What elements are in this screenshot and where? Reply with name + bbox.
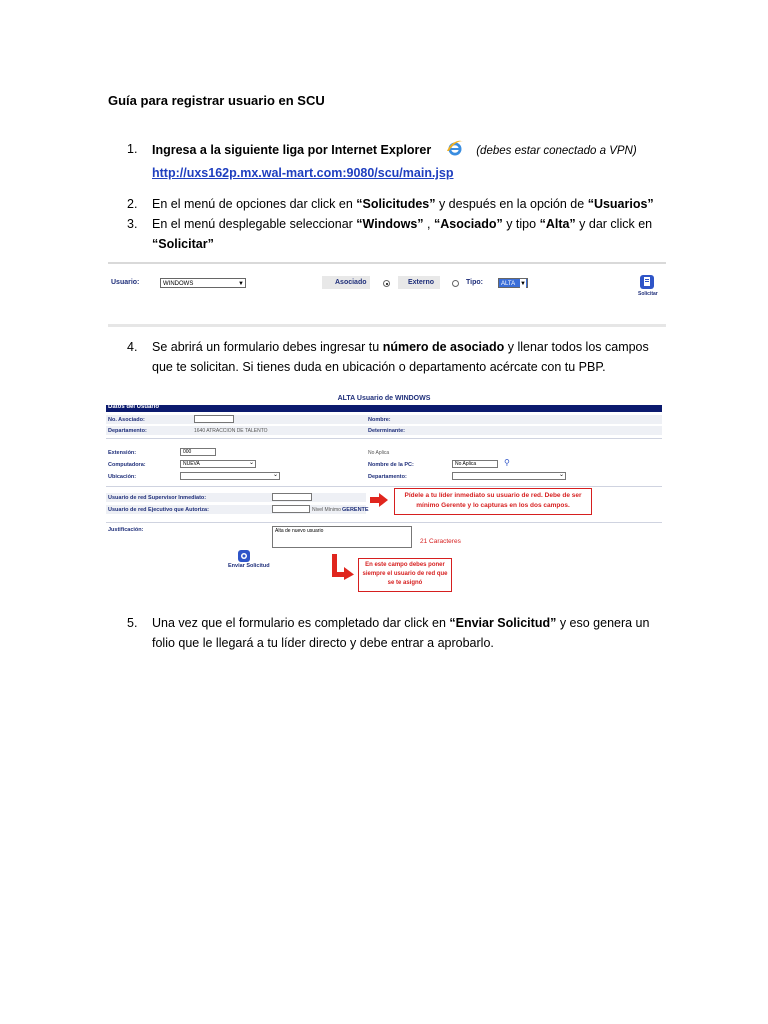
step-2-text-mid: y después en la opción de xyxy=(435,197,588,211)
step-1-text: Ingresa a la siguiente liga por Internet Explorer xyxy=(152,143,432,157)
step-2-text: En el menú de opciones dar click en xyxy=(152,197,357,211)
step-3-sep: , xyxy=(423,217,434,231)
justificacion-textarea[interactable] xyxy=(272,526,412,548)
ejecutivo-input[interactable] xyxy=(272,505,310,513)
justificacion-value: Alta de nuevo usuario xyxy=(275,528,324,534)
registration-form-screenshot xyxy=(106,390,662,600)
tipo-label: Tipo: xyxy=(466,279,483,286)
asociado-label: “Asociado” xyxy=(433,217,503,231)
computadora-select[interactable] xyxy=(180,460,256,468)
step-3-text: En el menú desplegable seleccionar xyxy=(152,217,357,231)
character-count: 21 Caracteres xyxy=(420,538,461,545)
usuarios-label: “Usuarios” xyxy=(587,197,654,211)
departamento-label: Departamento: xyxy=(108,428,147,434)
step-number: 1. xyxy=(127,142,138,156)
ubicacion-select[interactable] xyxy=(180,472,280,480)
step-number: 5. xyxy=(127,616,138,630)
externo-radio[interactable] xyxy=(452,280,459,287)
usuario-label: Usuario: xyxy=(111,279,140,286)
step-3-text-mid2: y dar click en xyxy=(575,217,653,231)
document-title: Guía para registrar usuario en SCU xyxy=(108,93,325,108)
step-number: 4. xyxy=(127,340,138,354)
internet-explorer-icon xyxy=(445,139,465,163)
step-4-text-post: y llenar todos los campos que te solicitan. Si tienes duda en ubicación o departamento acércate con tu PBP. xyxy=(152,340,649,374)
step-3-text-mid: y tipo xyxy=(502,217,540,231)
windows-label: “Windows” xyxy=(356,217,424,231)
supervisor-label: Usuario de red Supervisor Inmediato: xyxy=(108,495,207,501)
arrow-bent-icon xyxy=(332,554,354,580)
extension-value: 000 xyxy=(183,449,192,455)
step-5-text-post: y eso genera un folio que le llegará a tu líder directo y debe entrar a aprobarlo. xyxy=(152,616,650,650)
numero-asociado-label: número de asociado xyxy=(382,340,505,354)
form-section-label: Datos del Usuario xyxy=(108,404,160,410)
computadora-value: NUEVA xyxy=(183,461,200,467)
send-request-icon xyxy=(237,549,251,563)
usuario-select-value: WINDOWS xyxy=(163,281,194,287)
supervisor-callout: Pídele a tu líder inmediato su usuario de red. Debe de ser mínimo Gerente y lo capturas en los dos campos. xyxy=(394,488,592,515)
solicitar-label: “Solicitar” xyxy=(152,237,214,251)
computadora-label: Computadora: xyxy=(108,462,146,468)
chevron-down-icon: ▼ xyxy=(238,281,244,287)
solicitar-button[interactable] xyxy=(639,274,655,290)
step-number: 2. xyxy=(127,197,138,211)
externo-option-label: Externo xyxy=(408,279,435,286)
usuario-select[interactable] xyxy=(160,278,246,288)
no-asociado-input[interactable] xyxy=(194,415,234,423)
tipo-select[interactable] xyxy=(498,278,528,288)
chevron-down-icon: ⌄ xyxy=(248,460,254,466)
vpn-note: (debes estar conectado a VPN) xyxy=(476,145,637,157)
nivel-minimo-value: GERENTE xyxy=(342,507,369,513)
asociado-radio[interactable] xyxy=(383,280,390,287)
ejecutivo-label: Usuario de red Ejecutivo que Autoriza: xyxy=(108,507,209,513)
enviar-solicitud-label: Enviar Solicitud xyxy=(228,563,270,569)
departamento2-label: Departamento: xyxy=(368,474,407,480)
enviar-solicitud-text: “Enviar Solicitud” xyxy=(449,616,557,630)
chevron-down-icon: ⌄ xyxy=(272,472,278,478)
determinante-label: Determinante: xyxy=(368,428,405,434)
document-icon xyxy=(639,274,655,290)
extension-input[interactable] xyxy=(180,448,216,456)
supervisor-input[interactable] xyxy=(272,493,312,501)
justificacion-label: Justificación: xyxy=(108,527,144,533)
justificacion-callout: En este campo debes poner siempre el usuario de red que se te asignó xyxy=(358,558,452,592)
chevron-down-icon: ▼ xyxy=(520,281,526,287)
ubicacion-label: Ubicación: xyxy=(108,474,137,480)
no-asociado-label: No. Asociado: xyxy=(108,417,145,423)
user-type-screenshot xyxy=(108,262,666,328)
nombre-pc-value: No Aplica xyxy=(455,461,477,467)
step-number: 3. xyxy=(127,217,138,231)
arrow-right-icon xyxy=(370,493,388,507)
alta-label: “Alta” xyxy=(539,217,576,231)
asociado-option-label: Asociado xyxy=(335,279,367,286)
nombre-pc-label: Nombre de la PC: xyxy=(368,462,414,468)
enviar-solicitud-button[interactable] xyxy=(237,549,251,563)
solicitar-button-label: Solicitar xyxy=(638,291,658,297)
form-section-bar xyxy=(106,405,662,412)
tipo-select-value: ALTA xyxy=(501,281,516,287)
step-4-text: Se abrirá un formulario debes ingresar tu xyxy=(152,340,383,354)
nivel-minimo-label: Nivel Mínimo xyxy=(312,507,341,513)
chevron-down-icon: ⌄ xyxy=(558,472,564,478)
nombre-pc-input[interactable] xyxy=(452,460,498,468)
form-title: ALTA Usuario de WINDOWS xyxy=(337,395,431,402)
search-icon[interactable]: ⚲ xyxy=(504,458,510,467)
no-aplica-text: No Aplica xyxy=(368,450,390,456)
solicitudes-label: “Solicitudes” xyxy=(356,197,436,211)
extension-label: Extensión: xyxy=(108,450,137,456)
departamento-value: 1640 ATRACCION DE TALENTO xyxy=(194,428,268,434)
nombre-label: Nombre: xyxy=(368,417,391,423)
step-5-text: Una vez que el formulario es completado dar click en xyxy=(152,616,450,630)
departamento-select[interactable] xyxy=(452,472,566,480)
scu-link[interactable]: http://uxs162p.mx.wal-mart.com:9080/scu/main.jsp xyxy=(152,166,454,180)
